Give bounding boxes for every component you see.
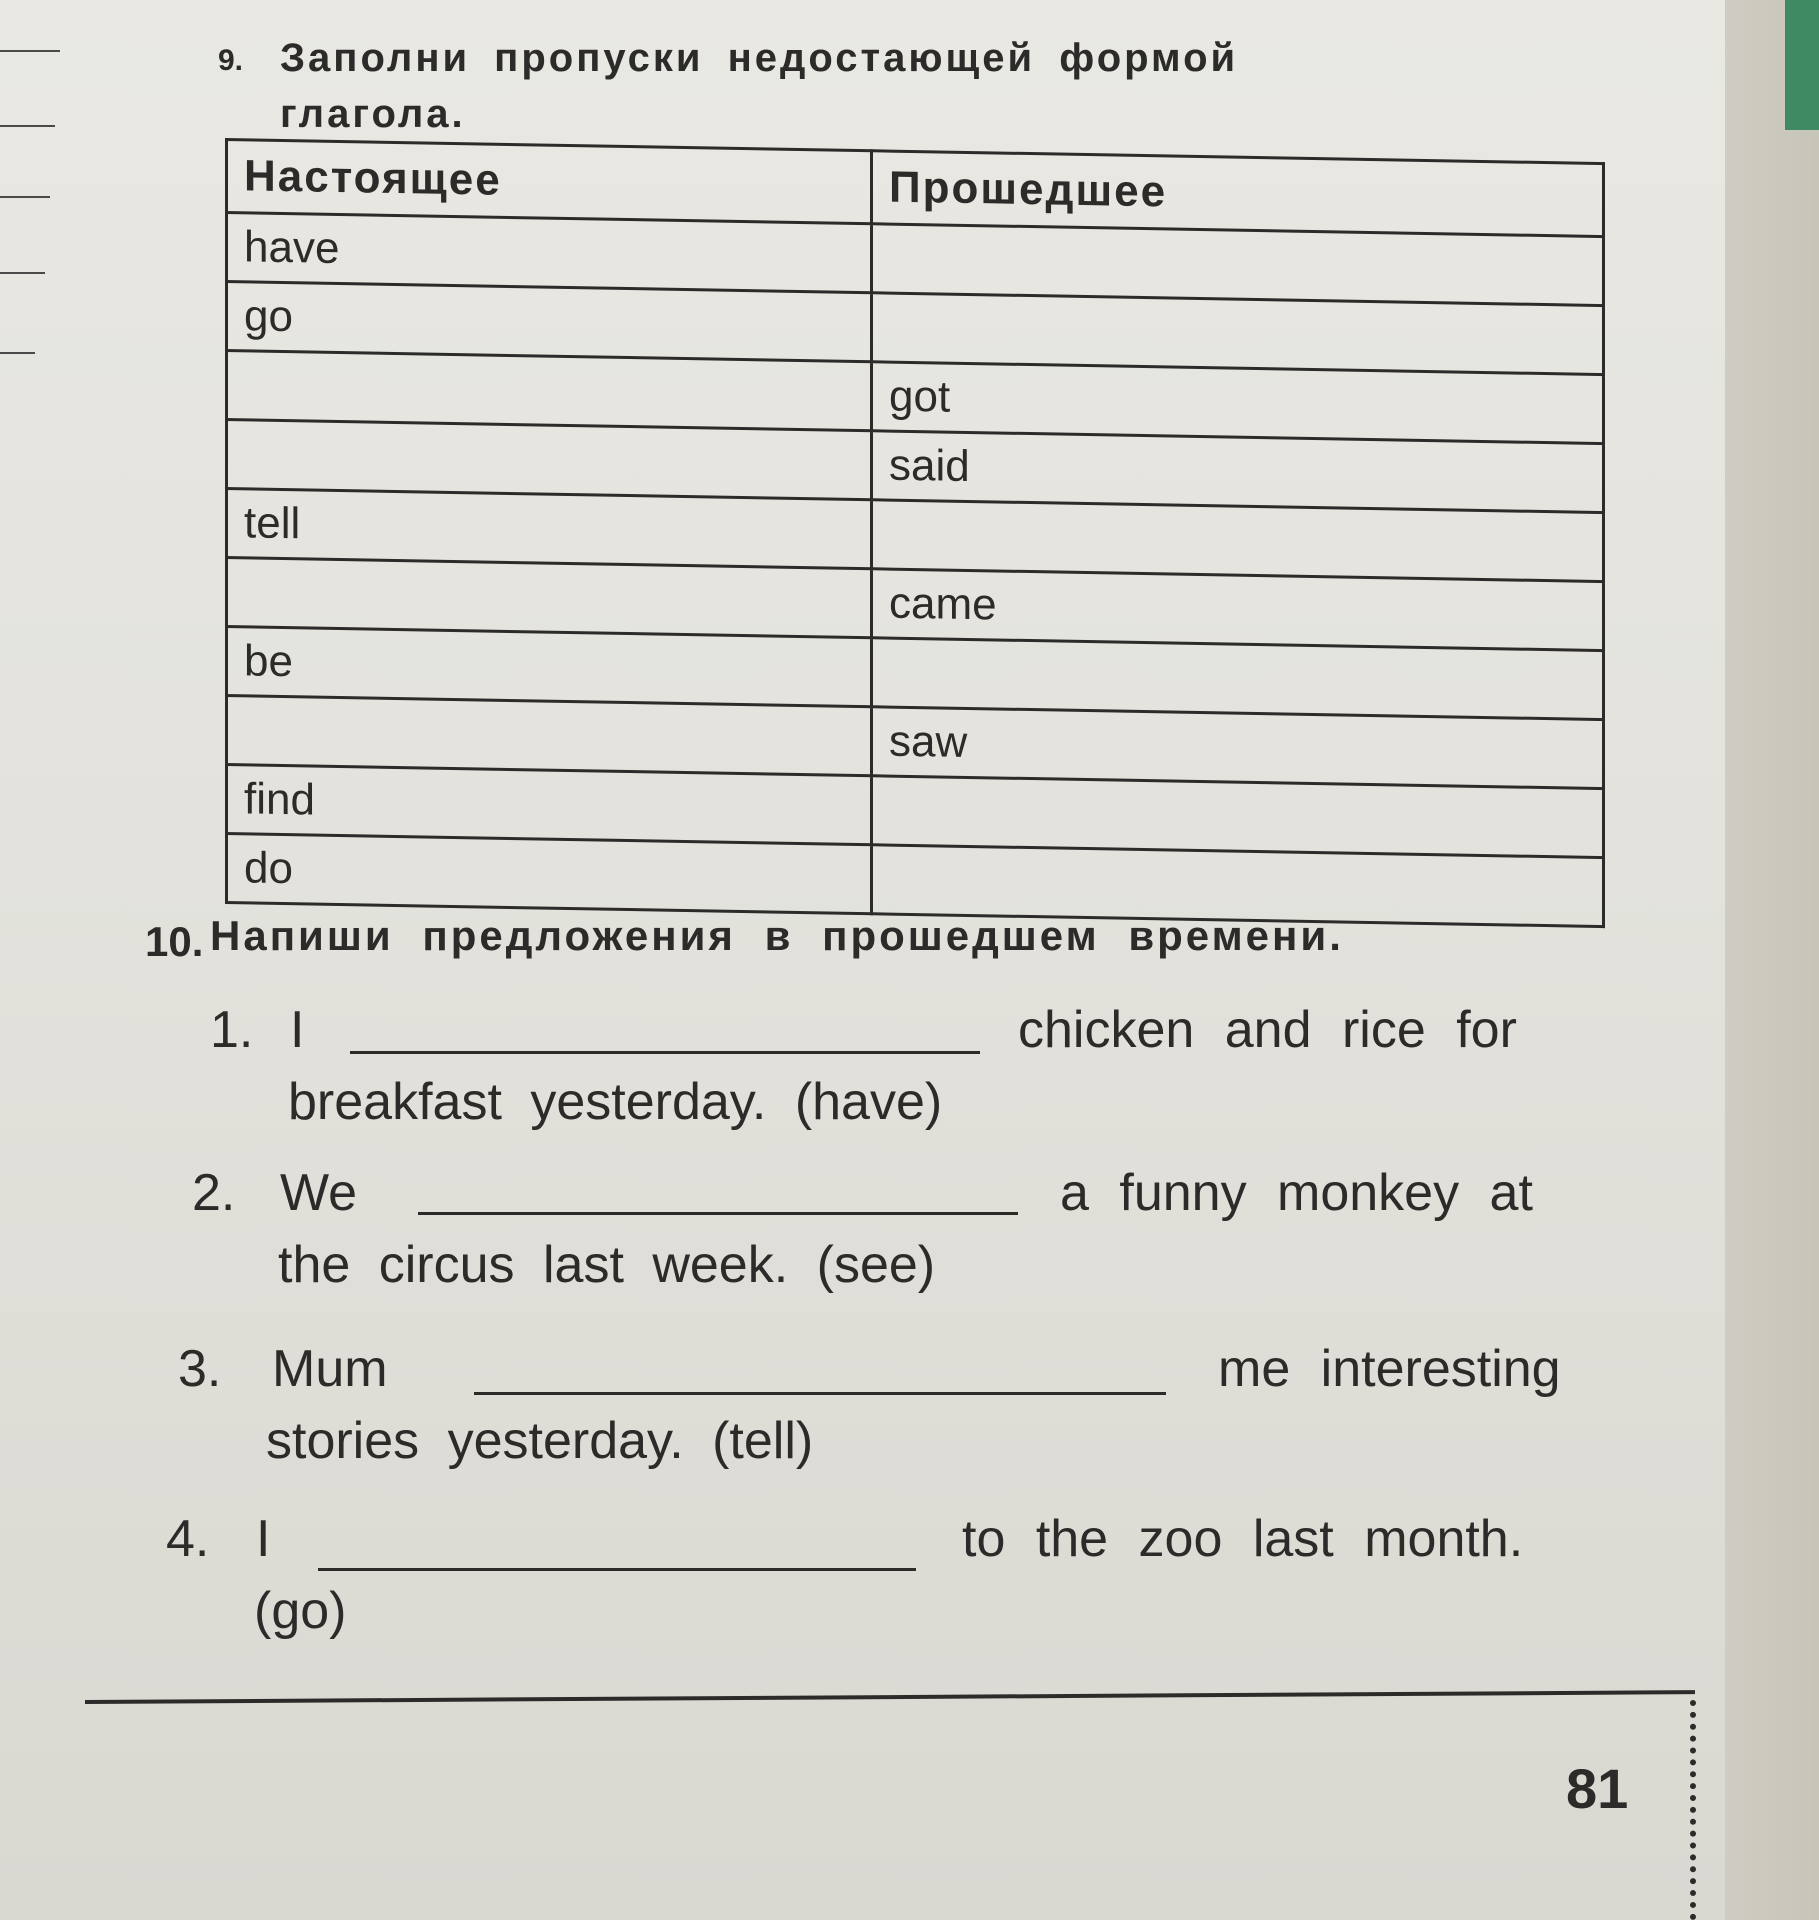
- sentence-subject: We: [280, 1164, 358, 1222]
- margin-line: [0, 125, 55, 127]
- exercise-10-instruction: Напиши предложения в прошедшем времени.: [210, 912, 1344, 959]
- green-bookmark: [1785, 0, 1819, 130]
- sentence-number: 1.: [210, 1001, 254, 1059]
- sentence-text-continued: (go): [254, 1582, 347, 1640]
- sentence-text: me interesting: [1218, 1340, 1561, 1398]
- sentence-number: 3.: [178, 1340, 222, 1398]
- past-cell: got: [872, 362, 1604, 444]
- margin-line: [0, 272, 45, 274]
- header-past: Прошедшее: [872, 151, 1604, 237]
- book-edge: [1725, 0, 1819, 1920]
- sentence-subject: Mum: [272, 1340, 388, 1398]
- past-cell: [872, 293, 1604, 375]
- sentence-number: 2.: [192, 1164, 236, 1222]
- present-cell: [227, 696, 872, 776]
- present-cell: go: [227, 282, 872, 362]
- exercise-10-number: 10.: [145, 918, 204, 965]
- page-number: 81: [1566, 1757, 1629, 1820]
- margin-line: [0, 352, 35, 354]
- answer-blank[interactable]: [418, 1212, 1018, 1215]
- dotted-border: [1690, 1700, 1696, 1920]
- sentence-subject: I: [256, 1510, 271, 1568]
- answer-blank[interactable]: [474, 1392, 1166, 1395]
- past-cell: came: [872, 569, 1604, 651]
- past-cell: [872, 500, 1604, 582]
- sentence-text: to the zoo last month.: [962, 1510, 1524, 1568]
- margin-line: [0, 50, 60, 52]
- present-cell: find: [227, 765, 872, 845]
- past-cell: saw: [872, 707, 1604, 789]
- exercise-9-instruction: Заполни пропуски недостающей формой глагола.: [280, 36, 1239, 136]
- present-cell: [227, 558, 872, 638]
- header-present: Настоящее: [227, 140, 872, 224]
- sentence-number: 4.: [166, 1510, 210, 1568]
- sentence-text-continued: the circus last week. (see): [278, 1236, 936, 1294]
- sentence-text: a funny monkey at: [1060, 1164, 1533, 1222]
- sentence-text: chicken and rice for: [1018, 1001, 1517, 1059]
- answer-blank[interactable]: [350, 1051, 980, 1054]
- answer-blank[interactable]: [318, 1568, 916, 1571]
- past-cell: [872, 776, 1604, 858]
- sentence-text-continued: stories yesterday. (tell): [266, 1412, 814, 1470]
- present-cell: have: [227, 213, 872, 293]
- present-cell: [227, 351, 872, 431]
- past-cell: said: [872, 431, 1604, 513]
- present-cell: do: [227, 834, 872, 914]
- past-cell: [872, 638, 1604, 720]
- sentence-subject: I: [290, 1001, 305, 1059]
- exercise-9-number: 9.: [218, 44, 244, 77]
- sentence-text-continued: breakfast yesterday. (have): [288, 1073, 943, 1131]
- past-cell: [872, 224, 1604, 306]
- present-cell: tell: [227, 489, 872, 569]
- verb-forms-table: [225, 138, 1605, 928]
- present-cell: [227, 420, 872, 500]
- present-cell: be: [227, 627, 872, 707]
- margin-line: [0, 196, 50, 198]
